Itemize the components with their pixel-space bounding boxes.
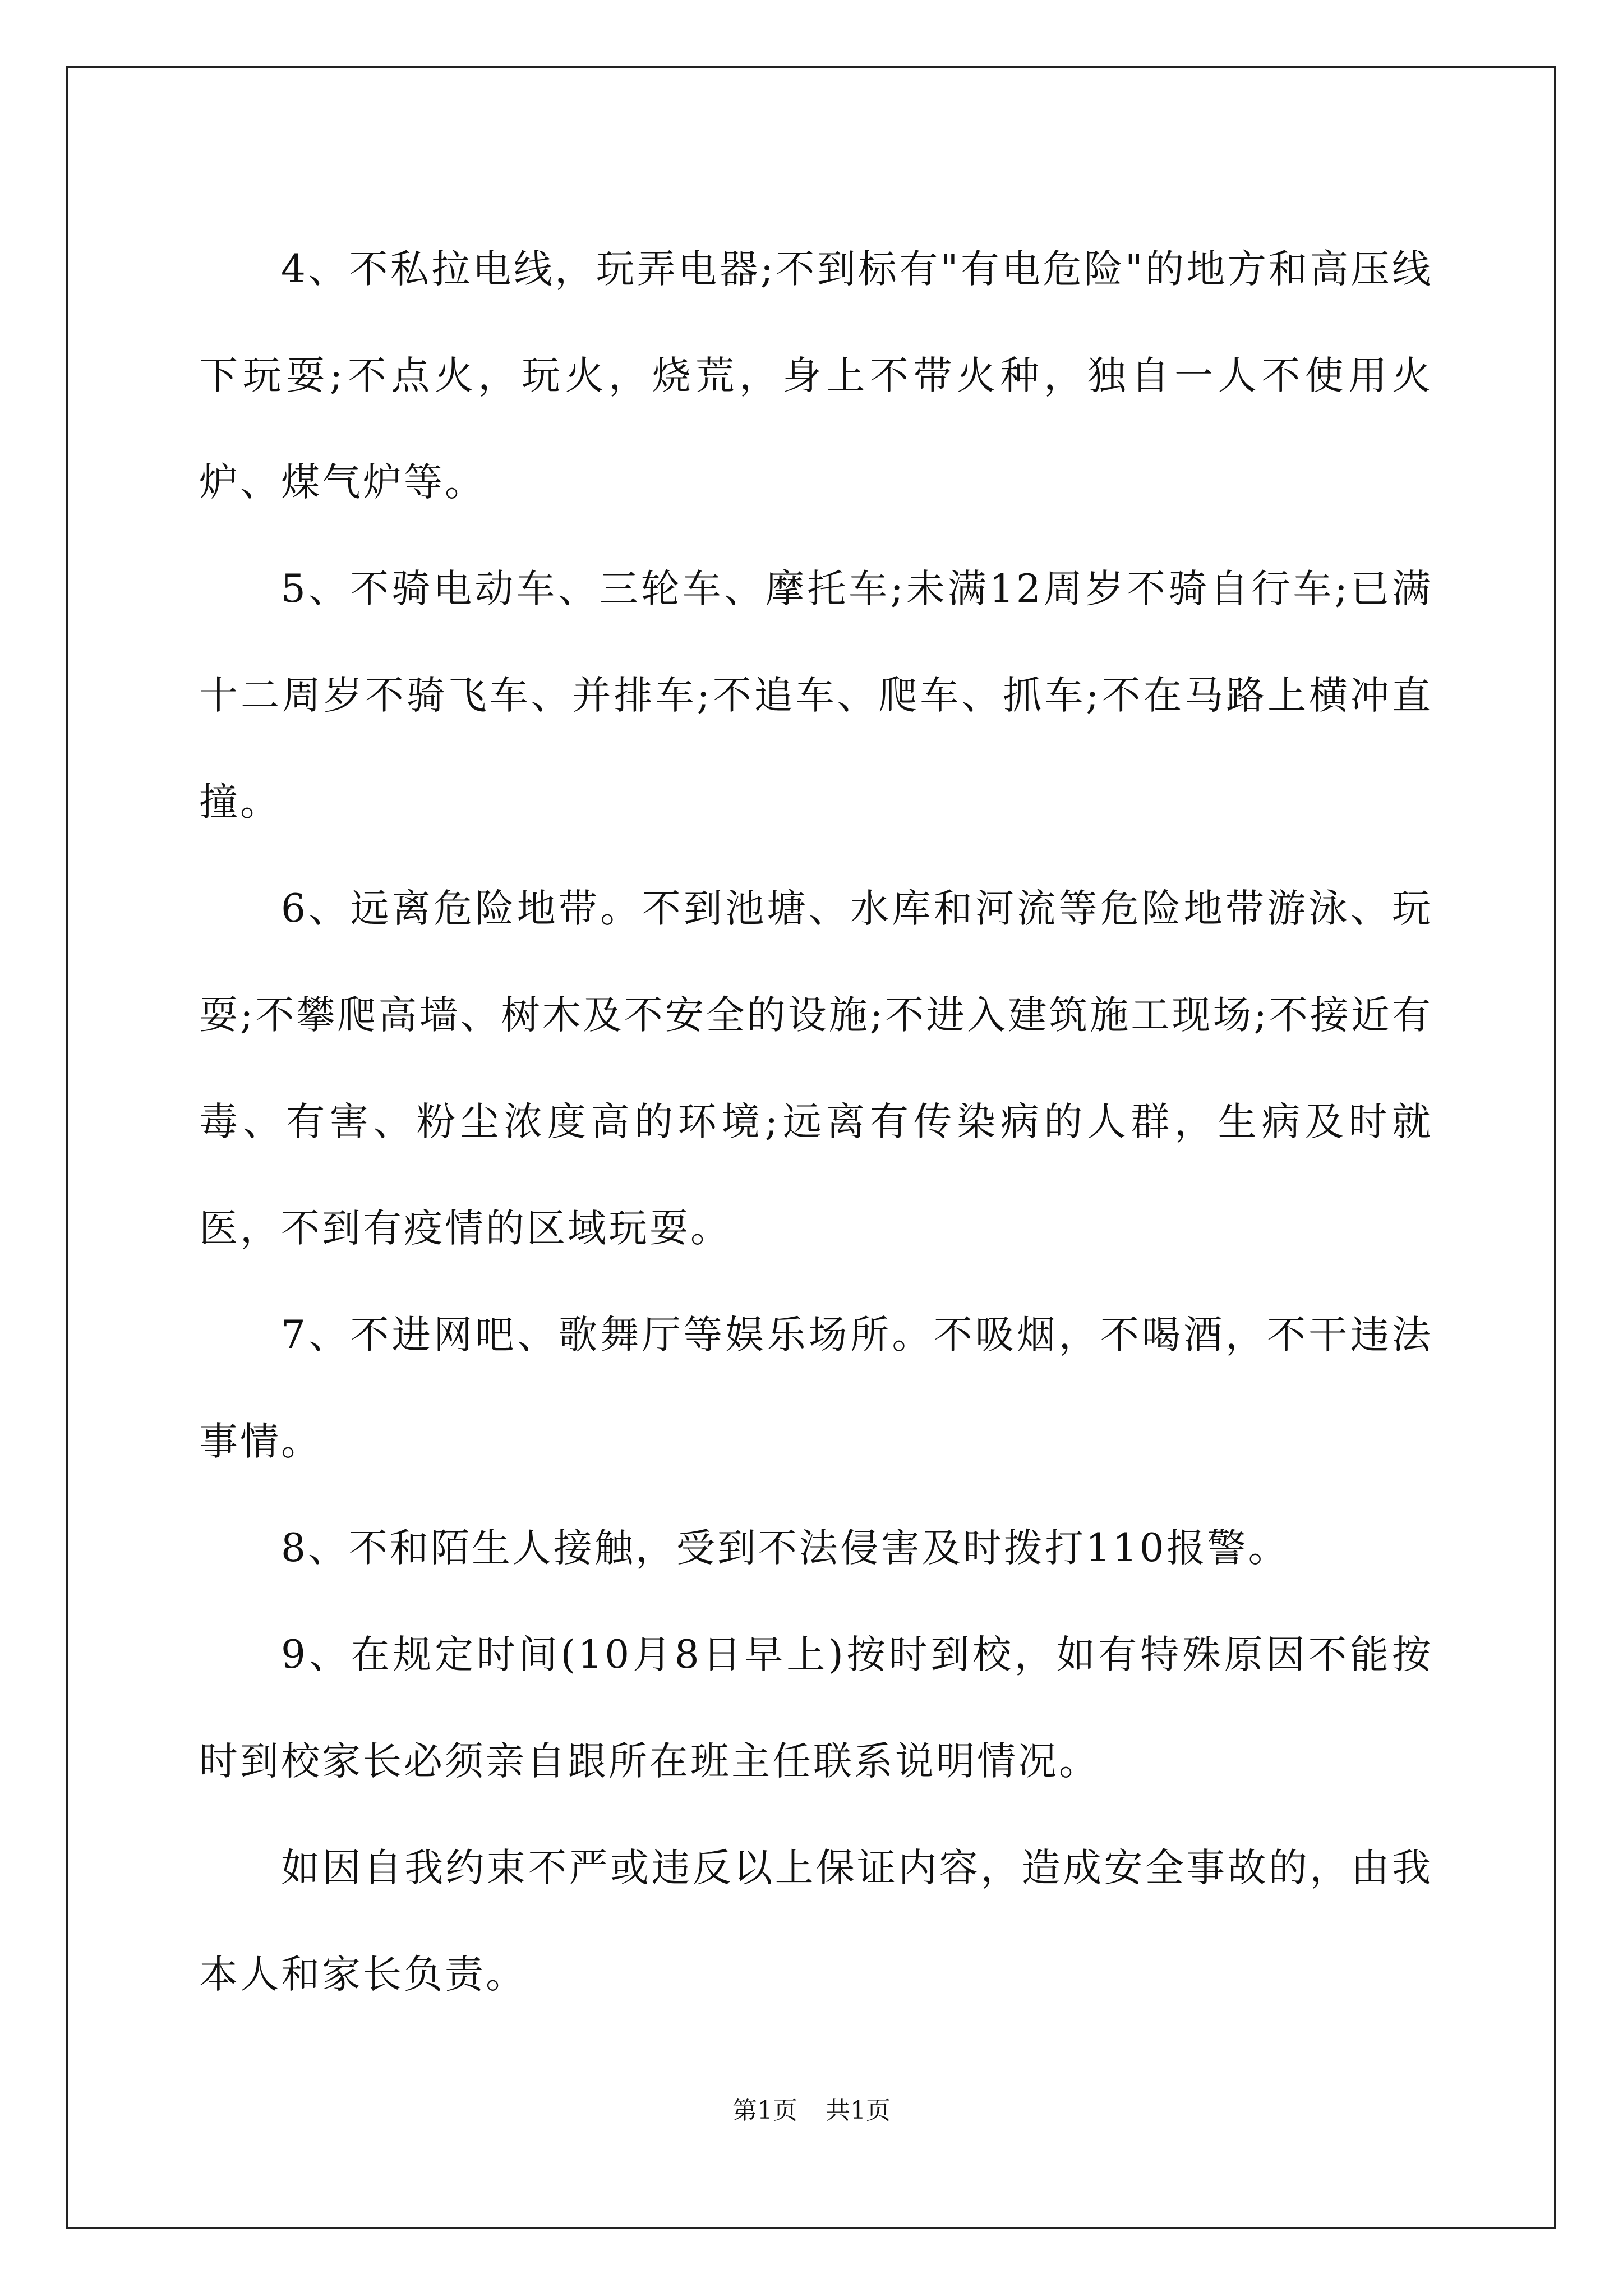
page-footer [0, 2094, 1623, 2128]
paragraph-item-8: 8、不和陌生人接触，受到不法侵害及时拨打110报警。 [281, 1526, 1289, 1571]
paragraph-item-6: 6、远离危险地带。不到池塘、水库和河流等危险地带游泳、玩耍;不攀爬高墙、树木及不安全的设施;不进入建筑施工现场;不接近有毒、有害、粉尘浓度高的环境;远离有传染病的人群，生病及时就医，不到有疫情的区域玩耍。 [199, 886, 1433, 1251]
document-body [199, 216, 1433, 2028]
paragraph-liability: 如因自我约束不严或违反以上保证内容，造成安全事故的，由我本人和家长负责。 [199, 1846, 1433, 1997]
page-number-total: 共1页 [826, 2096, 891, 2125]
page-number-current: 第1页 [732, 2096, 797, 2125]
paragraph-item-7: 7、不进网吧、歌舞厅等娱乐场所。不吸烟，不喝酒，不干违法事情。 [199, 1313, 1433, 1464]
paragraph-item-4: 4、不私拉电线，玩弄电器;不到标有"有电危险"的地方和高压线下玩耍;不点火，玩火，烧荒，身上不带火种，独自一人不使用火炉、煤气炉等。 [199, 247, 1433, 505]
paragraph-item-9: 9、在规定时间(10月8日早上)按时到校，如有特殊原因不能按时到校家长必须亲自跟所在班主任联系说明情况。 [199, 1632, 1433, 1784]
paragraph-item-5: 5、不骑电动车、三轮车、摩托车;未满12周岁不骑自行车;已满十二周岁不骑飞车、并排车;不追车、爬车、抓车;不在马路上横冲直撞。 [199, 567, 1433, 825]
